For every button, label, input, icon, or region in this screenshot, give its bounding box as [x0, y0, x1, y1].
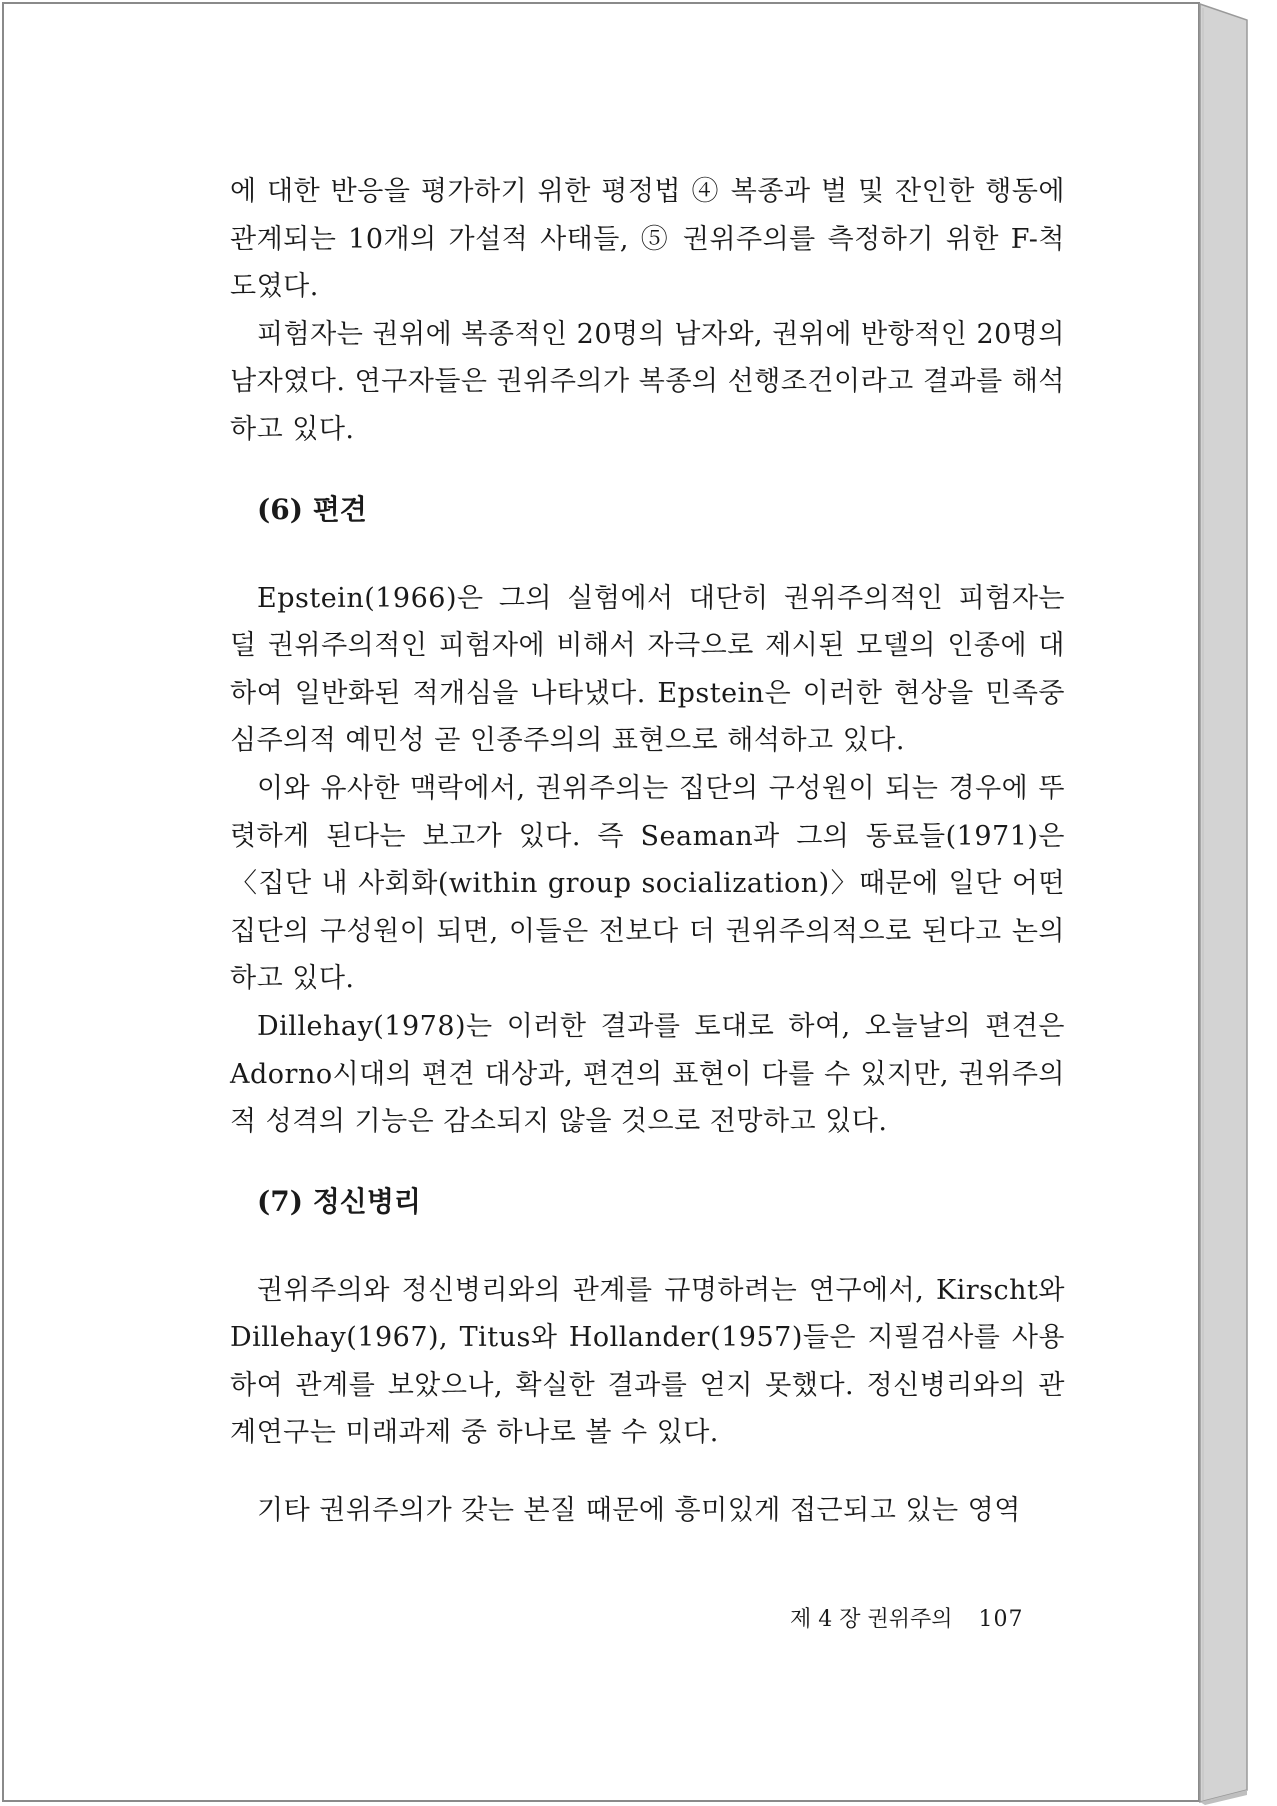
running-footer: [790, 1605, 1050, 1635]
paragraph: 권위주의와 정신병리와의 관계를 규명하려는 연구에서, Kirscht와 Dillehay(1967), Titus와 Hollander(1957)들은 지필검사를 사용하여 관계를 보았으나, 확실한 결과를 얻지 못했다. 정신병리와의 관계연구는 미래과제 중 하나로 볼 수 있다.: [230, 1274, 1065, 1449]
section-heading: (7) 정신병리: [257, 1184, 421, 1218]
page-body: [230, 168, 1065, 1535]
paragraph: Epstein(1966)은 그의 실험에서 대단히 권위주의적인 피험자는 덜 권위주의적인 피험자에 비해서 자극으로 제시된 모델의 인종에 대하여 일반화된 적개심을 나타냈다. Epstein은 이러한 현상을 민족중심주의적 예민성 곧 인종주의의 표현으로 해석하고 있다.: [230, 582, 1065, 757]
page-number: 107: [978, 1607, 1024, 1632]
section-heading: (6) 편견: [257, 492, 367, 526]
paragraph: 기타 권위주의가 갖는 본질 때문에 흥미있게 접근되고 있는 영역: [257, 1495, 1021, 1527]
paragraph: 피험자는 권위에 복종적인 20명의 남자와, 권위에 반항적인 20명의 남자였다. 연구자들은 권위주의가 복종의 선행조건이라고 결과를 해석하고 있다.: [230, 318, 1066, 445]
paragraph: 에 대한 반응을 평가하기 위한 평정법 ④ 복종과 벌 및 잔인한 행동에 관계되는 10개의 가설적 사태들, ⑤ 권위주의를 측정하기 위한 F-척도였다.: [230, 176, 1065, 303]
paragraph: 이와 유사한 맥락에서, 권위주의는 집단의 구성원이 되는 경우에 뚜렷하게 된다는 보고가 있다. 즉 Seaman과 그의 동료들(1971)은 〈집단 내 사회화(within group socialization)〉때문에 일단 어떤 집단의 구성원이 되면, 이들은 전보다 더 권위주의적으로 된다고 논의하고 있다.: [230, 772, 1065, 995]
paragraph: Dillehay(1978)는 이러한 결과를 토대로 하여, 오늘날의 편견은 Adorno시대의 편견 대상과, 편견의 표현이 다를 수 있지만, 권위주의적 성격의 기능은 감소되지 않을 것으로 전망하고 있다.: [230, 1010, 1065, 1138]
chapter-title: 제 4 장 권위주의: [790, 1607, 953, 1632]
